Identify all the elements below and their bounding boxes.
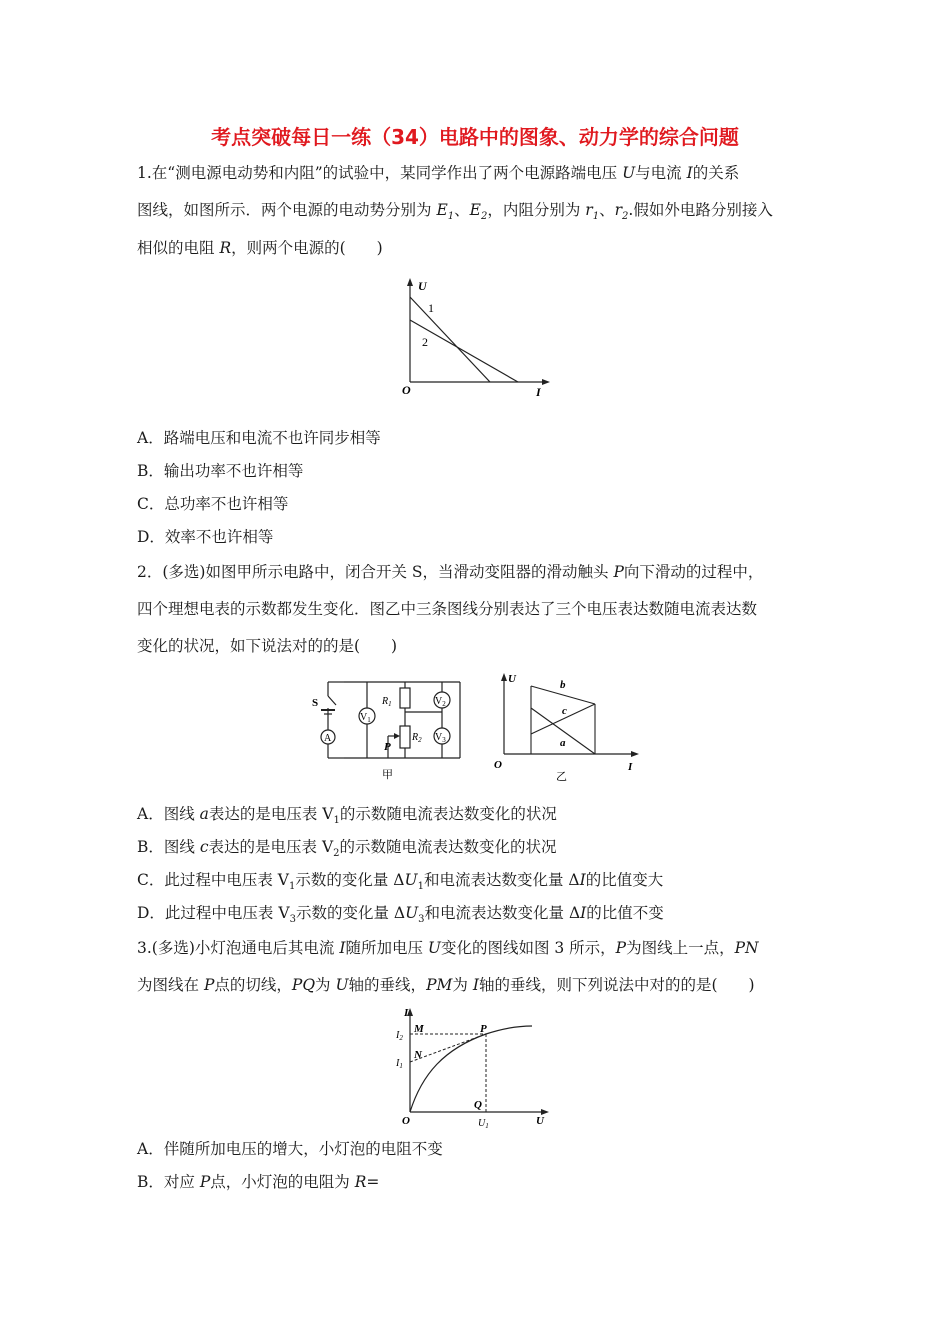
curve-1-label: 1 <box>428 301 434 315</box>
e2: $E_2$ <box>469 201 488 223</box>
resistor-r1 <box>400 688 410 708</box>
q3-figure <box>394 1004 556 1130</box>
label-a: a <box>560 737 566 749</box>
label-b: b <box>560 679 566 691</box>
q2-option-a[interactable]: A．图线 a表达的是电压表 $V_1$的示数随电流表达数变化的状况 <box>137 805 557 827</box>
curve-2-label: 2 <box>422 335 428 349</box>
point-n-label: N <box>414 1049 422 1061</box>
q3-option-b[interactable]: B．对应 P点，小灯泡的电阻为 R= <box>137 1173 380 1191</box>
v1-label: $V_1$ <box>360 712 371 724</box>
q3-option-a[interactable]: A．伴随所加电压的增大，小灯泡的电阻不变 <box>137 1140 443 1158</box>
point-q-label: Q <box>474 1099 482 1111</box>
ammeter-label: A <box>324 733 332 744</box>
v3-label: $V_3$ <box>435 732 446 744</box>
page-title: 考点突破每日一练（34）电路中的图象、动力学的综合问题 <box>211 125 739 149</box>
q2-circuit-figure <box>310 672 470 784</box>
resistor-r2 <box>400 726 410 748</box>
r2-label: $R_2$ <box>412 732 422 744</box>
u1-label: $U_1$ <box>478 1118 489 1130</box>
label-c: c <box>562 705 567 717</box>
switch-label: S <box>312 697 319 709</box>
v2-label: $V_2$ <box>435 696 446 708</box>
curve-2 <box>410 320 518 382</box>
q1-stem-line3: 相似的电阻 R，则两个电源的( ) <box>137 239 383 257</box>
q1-figure <box>398 272 558 402</box>
axis-label-i: I <box>404 1007 409 1019</box>
q1-option-b[interactable]: B．输出功率不也许相等 <box>137 462 304 480</box>
axis-label-i: I <box>628 761 633 773</box>
slider-label: P <box>384 741 391 753</box>
axis-label-u: U <box>508 673 516 685</box>
point-p-label: P <box>480 1023 487 1035</box>
q3-stem-line2: 为图线在 P点的切线，PQ为 U轴的垂线，PM为 I轴的垂线，则下列说法中对的的是( ) <box>137 976 755 994</box>
origin-label: O <box>494 759 502 771</box>
q2-option-b[interactable]: B．图线 c表达的是电压表 $V_2$的示数随电流表达数变化的状况 <box>137 838 557 860</box>
q3-stem-line1: 3.(多选)小灯泡通电后其电流 I随所加电压 U变化的图线如图 3 所示，P为图线上一点，PN <box>137 939 759 957</box>
q1-option-c[interactable]: C．总功率不也许相等 <box>137 495 289 513</box>
q1-option-d[interactable]: D．效率不也许相等 <box>137 528 274 546</box>
q2-stem-line3: 变化的状况，如下说法对的的是( ) <box>137 637 398 655</box>
origin-label: O <box>402 1115 410 1127</box>
axis-label-u: U <box>536 1115 544 1127</box>
point-m-label: M <box>414 1023 424 1035</box>
figure-caption-jia: 甲 <box>382 769 393 781</box>
q1-stem-line2: 图线，如图所示．两个电源的电动势分别为 $E_1$、$E_2$，内阻分别为 $r_1$、$r_2$.假如外电路分别接入 <box>137 201 773 223</box>
origin-label: O <box>402 383 411 397</box>
i1-label: $I_1$ <box>396 1058 403 1070</box>
q2-option-c[interactable]: C．此过程中电压表 $V_1$示数的变化量 $\Delta U_1$和电流表达数变化量 ΔI的比值变大 <box>137 871 664 893</box>
r1: $r_1$ <box>585 201 600 223</box>
r2: $r_2$ <box>614 201 629 223</box>
q2-stem-line1: 2．(多选)如图甲所示电路中，闭合开关 S，当滑动变阻器的滑动触头 P向下滑动的过程中， <box>137 563 764 581</box>
figure-caption-yi: 乙 <box>556 771 567 783</box>
q2-option-d[interactable]: D．此过程中电压表 $V_3$示数的变化量 $\Delta U_3$和电流表达数变化量 ΔI的比值不变 <box>137 904 664 926</box>
q1-stem-line1: 1.在“测电源电动势和内阻”的试验中，某同学作出了两个电源路端电压 U与电流 I的关系 <box>137 164 740 182</box>
q2-stem-line2: 四个理想电表的示数都发生变化．图乙中三条图线分别表达了三个电压表达数随电流表达数 <box>137 600 758 618</box>
axis-label-i: I <box>536 385 541 399</box>
iu-curve <box>410 1026 532 1112</box>
q2-graph-figure <box>488 668 648 786</box>
q1-option-a[interactable]: A．路端电压和电流不也许同步相等 <box>137 429 381 447</box>
i2-label: $I_2$ <box>396 1030 403 1042</box>
r1-label: $R_1$ <box>382 696 392 708</box>
e1: $E_1$ <box>436 201 455 223</box>
axis-label-u: U <box>418 279 427 293</box>
